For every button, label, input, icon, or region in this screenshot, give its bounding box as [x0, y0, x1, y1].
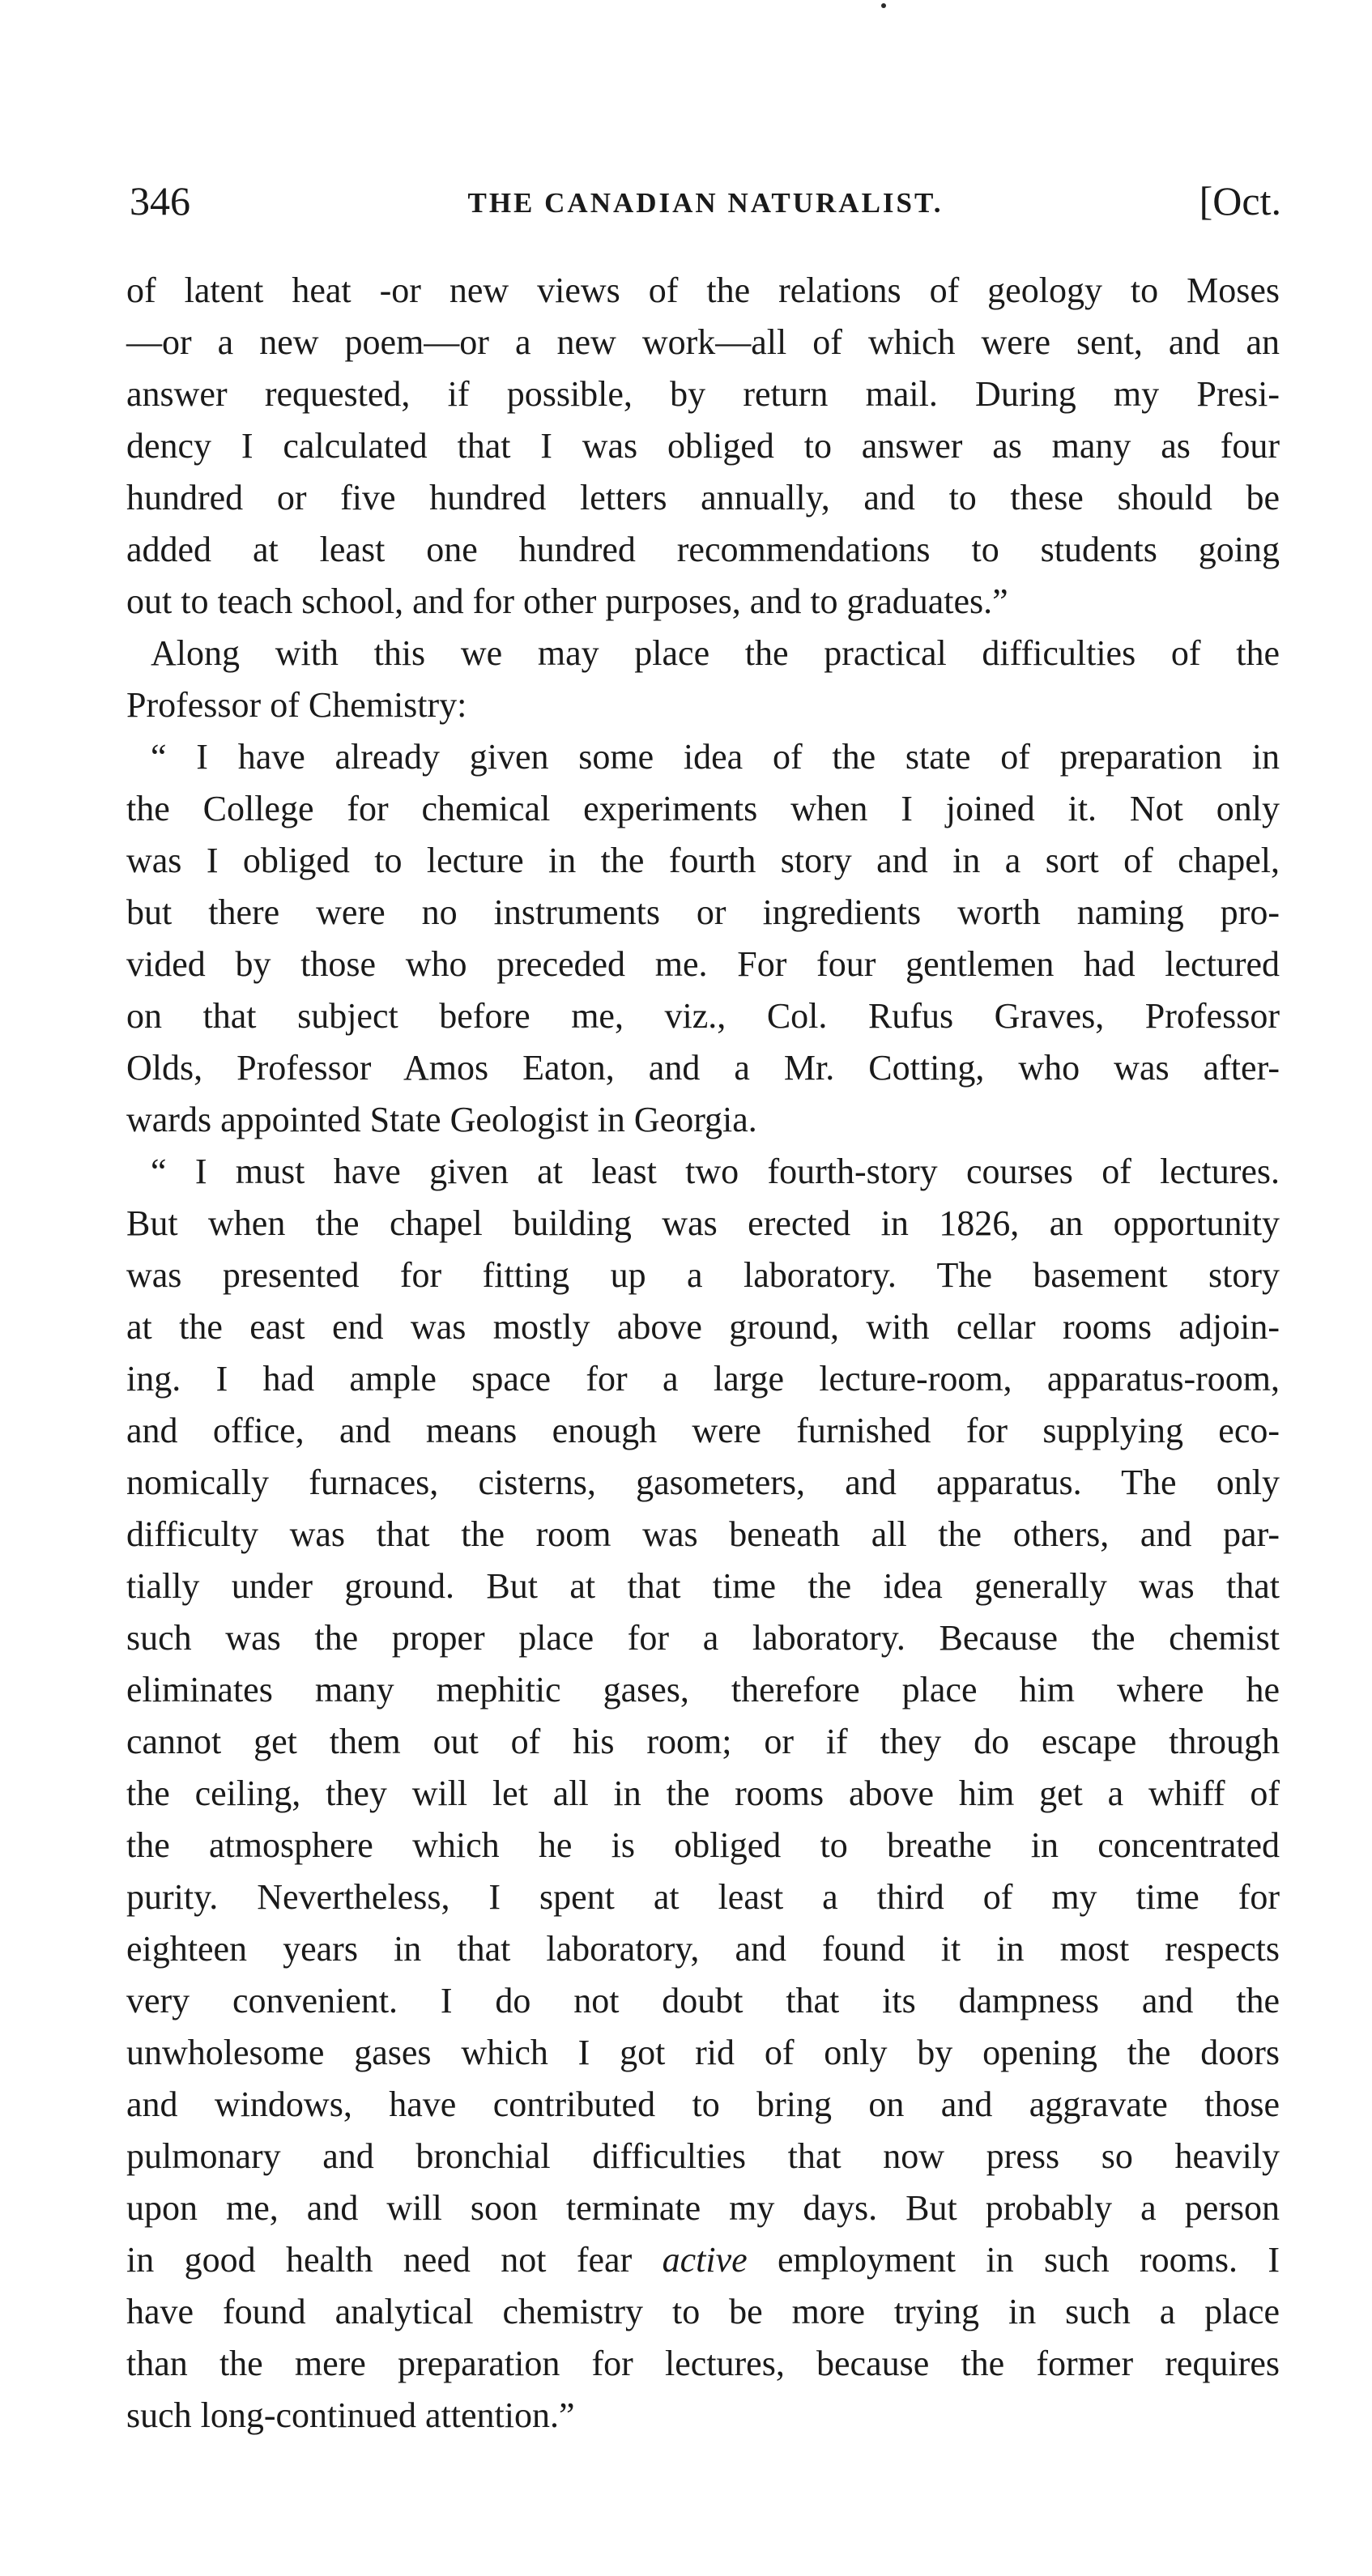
text-line: the atmosphere which he is obliged to breathe in concentrated — [126, 1825, 1280, 1865]
text-line: the College for chemical experiments when I joined it. Not only — [126, 789, 1280, 828]
text-line: hundred or five hundred letters annually, and to these should be — [126, 478, 1280, 517]
running-head — [130, 177, 1281, 233]
emphasis: active — [662, 2240, 748, 2280]
paragraph — [126, 628, 1280, 731]
text-line: was presented for fitting up a laboratory. The basement story — [126, 1255, 1280, 1295]
text-line: dency I calculated that I was obliged to answer as many as four — [126, 426, 1280, 466]
text-line: and windows, have contributed to bring on and aggravate those — [126, 2084, 1280, 2124]
text-line: than the mere preparation for lectures, because the former requires — [126, 2344, 1280, 2383]
text-line: But when the chapel building was erected in 1826, an opportunity — [126, 1203, 1280, 1243]
text-line: very convenient. I do not doubt that its dampness and the — [126, 1981, 1280, 2020]
text-line: have found analytical chemistry to be more trying in such a place — [126, 2292, 1280, 2331]
text-line: in good health need not fear active employment in such rooms. I — [126, 2240, 1280, 2280]
text-line: tially under ground. But at that time the idea generally was that — [126, 1566, 1280, 1606]
text-line: unwholesome gases which I got rid of only by opening the doors — [126, 2033, 1280, 2072]
text-line: wards appointed State Geologist in Georgia. — [126, 1100, 757, 1139]
text-line: “ I have already given some idea of the state of preparation in — [151, 737, 1280, 777]
text-line: and office, and means enough were furnished for supplying eco- — [126, 1411, 1280, 1450]
page-number: 346 — [130, 178, 190, 224]
text-line: Olds, Professor Amos Eaton, and a Mr. Cotting, who was after- — [126, 1048, 1280, 1088]
text-line: out to teach school, and for other purposes, and to graduates.” — [126, 581, 1008, 621]
text-line: eliminates many mephitic gases, therefore place him where he — [126, 1670, 1280, 1710]
text-line: such long-continued attention.” — [126, 2395, 575, 2435]
text-line: the ceiling, they will let all in the rooms above him get a whiff of — [126, 1773, 1280, 1813]
text-line: —or a new poem—or a new work—all of which were sent, and an — [126, 322, 1280, 362]
paragraph — [126, 731, 1280, 1146]
text-line: but there were no instruments or ingredients worth naming pro- — [126, 892, 1280, 932]
journal-title: THE CANADIAN NATURALIST. — [467, 187, 944, 219]
paragraph — [126, 1146, 1280, 2442]
text-line: purity. Nevertheless, I spent at least a third of my time for — [126, 1877, 1280, 1917]
text-line: eighteen years in that laboratory, and found it in most respects — [126, 1929, 1280, 1969]
text-line: added at least one hundred recommendations to students going — [126, 530, 1280, 569]
issue-month: [Oct. — [1199, 178, 1281, 224]
text-line: answer requested, if possible, by return mail. During my Presi- — [126, 374, 1280, 414]
text-line: vided by those who preceded me. For four gentlemen had lectured — [126, 944, 1280, 984]
text-line: at the east end was mostly above ground, with cellar rooms adjoin- — [126, 1307, 1280, 1347]
text-line: cannot get them out of his room; or if they do escape through — [126, 1722, 1280, 1761]
text-line: such was the proper place for a laboratory. Because the chemist — [126, 1618, 1280, 1658]
text-line: Along with this we may place the practical difficulties of the — [151, 633, 1280, 673]
text-line: upon me, and will soon terminate my days. But probably a person — [126, 2188, 1280, 2228]
text-line: was I obliged to lecture in the fourth story and in a sort of chapel, — [126, 841, 1280, 880]
text-line: difficulty was that the room was beneath all the others, and par- — [126, 1514, 1280, 1554]
print-speck — [881, 3, 886, 8]
text-line: Professor of Chemistry: — [126, 685, 467, 725]
text-line: nomically furnaces, cisterns, gasometers, and apparatus. The only — [126, 1463, 1280, 1502]
text-line: on that subject before me, viz., Col. Rufus Graves, Professor — [126, 996, 1280, 1036]
body-text — [126, 265, 1280, 2442]
text-line: ing. I had ample space for a large lecture-room, apparatus-room, — [126, 1359, 1280, 1399]
text-line: pulmonary and bronchial difficulties that now press so heavily — [126, 2136, 1280, 2176]
text-line: of latent heat -or new views of the relations of geology to Moses — [126, 270, 1280, 310]
paragraph — [126, 265, 1280, 628]
text-line: “ I must have given at least two fourth-story courses of lectures. — [151, 1152, 1280, 1191]
